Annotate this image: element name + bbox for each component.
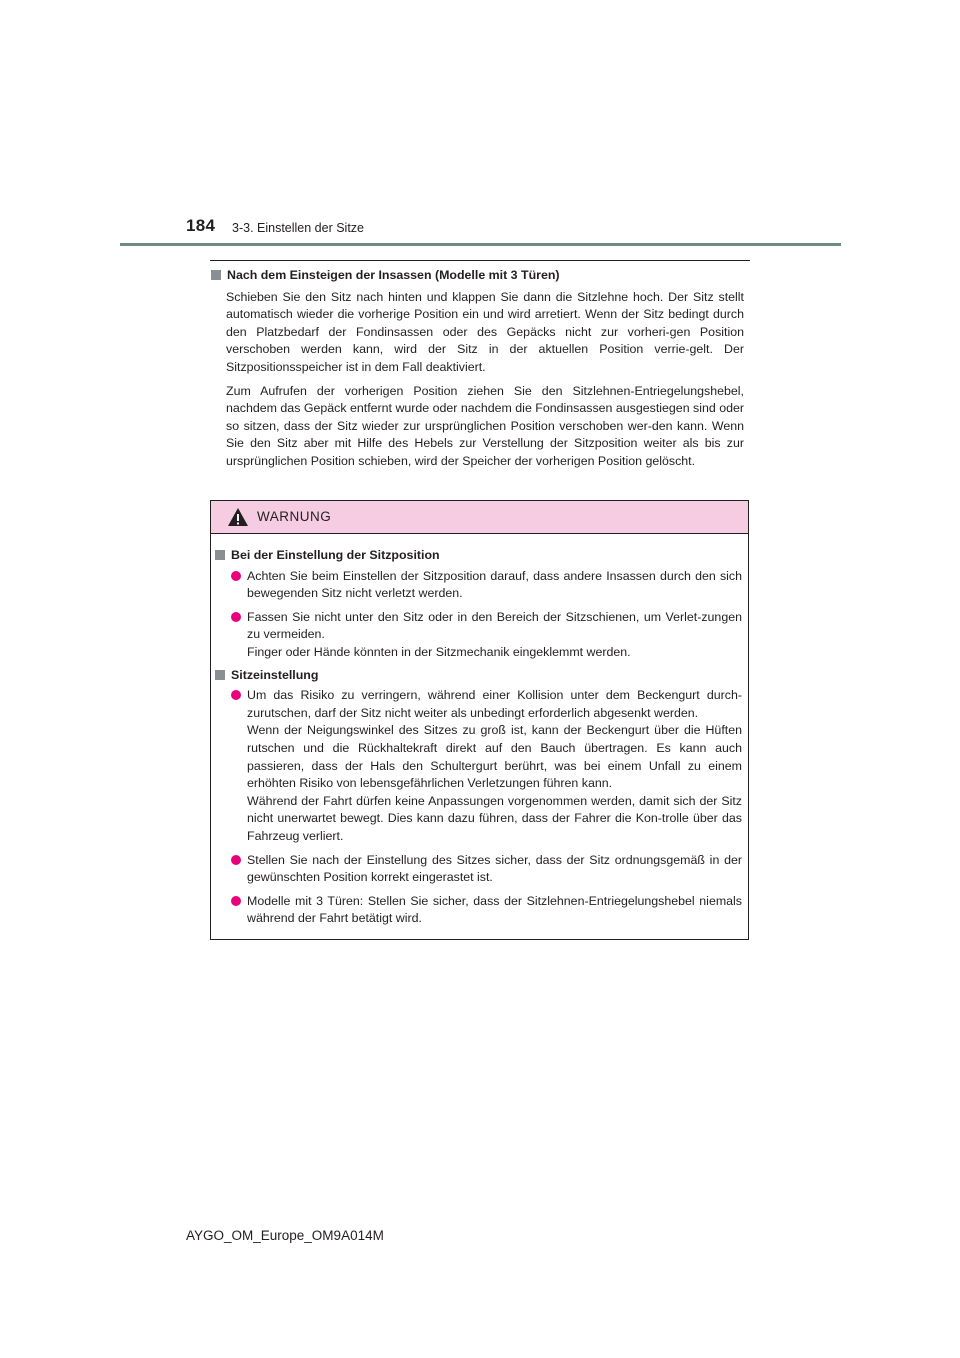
bullet-text: Während der Fahrt dürfen keine Anpassungen vorgenommen werden, damit sich der Sitz nicht unerwartet bewegt. Dies kann dazu führen, dass der Fahrer die Kon-trolle über das Fahrzeug verliert.: [247, 793, 742, 843]
intro-paragraph-1: Schieben Sie den Sitz nach hinten und klappen Sie dann die Sitzlehne hoch. Der Sitz stellt automatisch wieder die vorherige Position ein und wird arretiert. Wenn der Sitz bedingt durch den Platzbedarf der Fondinsassen oder des Gepäcks nicht zur vorheri-gen Position verschoben werden kann, wird der Sitz in der aktuellen Position verrie-gelt. Der Sitzpositionsspeicher ist in dem Fall deaktiviert.: [226, 289, 744, 374]
warning-header: [211, 501, 748, 534]
pink-dot-bullet-icon: [231, 571, 241, 581]
footer-document-code: AYGO_OM_Europe_OM9A014M: [186, 1228, 384, 1243]
intro-section: [210, 267, 750, 471]
section-title: 3-3. Einstellen der Sitze: [232, 221, 365, 235]
bullet-text: Stellen Sie nach der Einstellung des Sitzes sicher, dass der Sitz ordnungsgemäß in der gewünschten Position korrekt eingerastet ist.: [247, 852, 742, 885]
warning-heading-sitzeinstellung: [215, 667, 742, 685]
bullet-text: Finger oder Hände könnten in der Sitzmechanik eingeklemmt werden.: [247, 644, 631, 659]
warning-title: WARNUNG: [257, 509, 332, 524]
bullet-text: Fassen Sie nicht unter den Sitz oder in den Bereich der Sitzschienen, um Verlet-zungen zu vermeiden.: [247, 609, 742, 642]
bullet-text: Wenn der Neigungswinkel des Sitzes zu groß ist, kann der Beckengurt über die Hüften rutschen und die Rückhaltekraft direkt auf den Bauch übertragen. Es kann auch passieren, dass der Hals den Schultergurt berührt, was bei einem Unfall zu einem erhöhten Risiko von lebensgefährlichen Verletzungen führen kann.: [247, 723, 742, 791]
warning-heading-sitzposition: [215, 547, 742, 565]
pink-dot-bullet-icon: [231, 690, 241, 700]
bullet-text: Modelle mit 3 Türen: Stellen Sie sicher, dass der Sitzlehnen-Entriegelungshebel niemals während der Fahrt betätigt wird.: [247, 893, 742, 926]
list-item: [231, 687, 742, 845]
warning-heading-text: Bei der Einstellung der Sitzposition: [231, 548, 440, 562]
pink-dot-bullet-icon: [231, 855, 241, 865]
page-number: 184: [186, 216, 216, 235]
square-bullet-icon: [211, 270, 221, 280]
list-item: [231, 893, 742, 928]
intro-heading-text: Nach dem Einsteigen der Insassen (Modelle mit 3 Türen): [227, 268, 560, 282]
header-rule: [120, 243, 841, 246]
list-item: [231, 852, 742, 887]
square-bullet-icon: [215, 670, 225, 680]
content-top-rule: [210, 260, 750, 261]
bullet-text: Achten Sie beim Einstellen der Sitzposition darauf, dass andere Insassen durch den sich bewegenden Sitz nicht verletzt werden.: [247, 568, 742, 601]
pink-dot-bullet-icon: [231, 612, 241, 622]
pink-dot-bullet-icon: [231, 896, 241, 906]
list-item: [231, 568, 742, 603]
warning-triangle-icon: [227, 507, 249, 527]
intro-paragraph-2: Zum Aufrufen der vorherigen Position ziehen Sie den Sitzlehnen-Entriegelungshebel, nachdem das Gepäck entfernt wurde oder nachdem die Fondinsassen ausgestiegen sind oder so sitzen, dass der Sitz wieder zur ursprünglichen Position verschoben wer-den kann. Wenn Sie den Sitz aber mit Hilfe des Hebels zur Verstellung der Sitzposition weiter als bis zur ursprünglichen Position schieben, wird der Speicher der vorherigen Position gelöscht.: [226, 383, 744, 468]
warning-heading-text: Sitzeinstellung: [231, 667, 319, 682]
square-bullet-icon: [215, 550, 225, 560]
bullet-text: Um das Risiko zu verringern, während einer Kollision unter dem Beckengurt durch-zurutschen, darf der Sitz nicht weiter als unbedingt erforderlich abgesenkt werden.: [247, 688, 742, 720]
list-item: [231, 609, 742, 662]
intro-heading: [210, 267, 750, 285]
warning-body: [211, 534, 748, 928]
warning-box: [210, 500, 749, 940]
